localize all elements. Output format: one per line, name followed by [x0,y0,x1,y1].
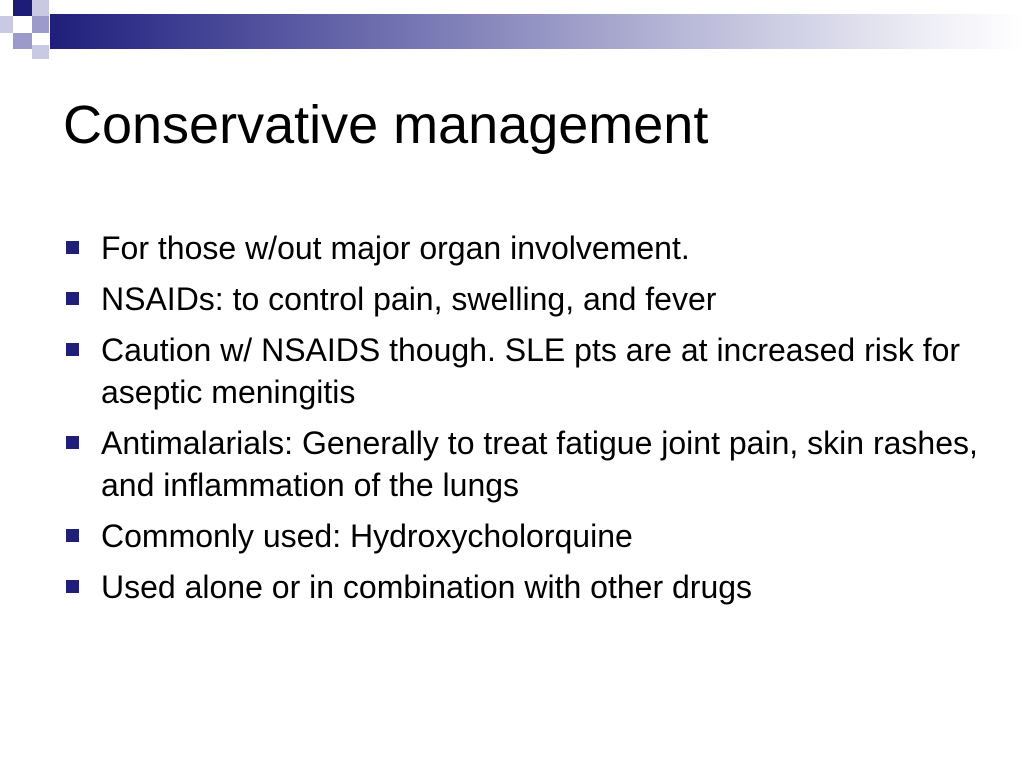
decorative-square [0,16,13,33]
bullet-text: Used alone or in combination with other drugs [101,569,753,605]
header-gradient-bar [50,14,1024,49]
bullet-list [62,227,982,617]
square-bullet-icon [66,436,79,449]
square-bullet-icon [66,343,79,356]
bullet-item [62,422,982,506]
square-bullet-icon [66,241,79,254]
bullet-text: Caution w/ NSAIDS though. SLE pts are at increased risk for aseptic meningitis [101,332,961,410]
bullet-item [62,329,982,413]
bullet-item [62,227,982,269]
bullet-text: For those w/out major organ involvement. [101,230,690,266]
decorative-square [13,16,32,33]
decorative-square [32,16,49,33]
bullet-item [62,566,982,608]
decorative-square [32,45,49,59]
square-bullet-icon [66,529,79,542]
slide-title: Conservative management [63,95,709,155]
bullet-item [62,515,982,557]
bullet-item [62,278,982,320]
square-bullet-icon [66,580,79,593]
bullet-text: NSAIDs: to control pain, swelling, and fever [101,281,717,317]
bullet-text: Antimalarials: Generally to treat fatigue joint pain, skin rashes, and inflammation of the lungs [101,425,978,503]
square-bullet-icon [66,292,79,305]
decorative-square [13,33,32,49]
decorative-square [13,0,32,16]
bullet-text: Commonly used: Hydroxycholorquine [101,518,633,554]
decorative-square [32,0,49,16]
